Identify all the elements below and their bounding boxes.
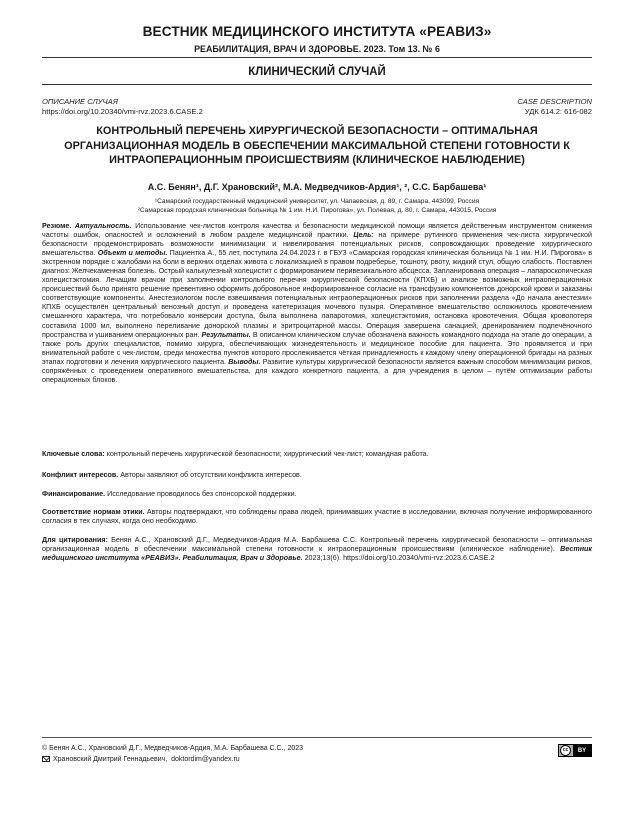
conflict-of-interest bbox=[42, 471, 592, 480]
creative-commons-icon: cc bbox=[560, 745, 571, 756]
text-methods: Пациентка А., 55 лет, поступила 24.04.2023 г. в ГБУЗ «Самарская городская клиническая больница № 1 им. Н.И. Пирогова» в экстренном порядке с жалобами на боли в верхних отделах живота с локализацией в правом подреберье, тошноту, рвоту, жидкий стул, общую слабость. Поставлен диагноз: Желчекаменная болезнь. Острый калькулезный холецистит с формированием перивезикального абсцесса. Запланирована операция – лапароскопическая холецистэктомия. Лечащим врачом при заполнении контрольного перечня хирургической безопасности (КПХБ) и анализе возможных интраоперационных происшествий было принято решение превентивно оформить добровольное информированное согласие на трансфузию компонентов донорской крови и заказаны соответствующие компоненты. Анестезиологом после взвешивания потенциальных интраоперационных рисков при заполнении раздела «До начала анестезии» КПХБ осуществлён центральный венозный доступ и проведена катетеризация мочевого пузыря. Оперативное вмешательство осложнилось кровотечением смешанного характера, что потребовало конверсии доступа, была выполнена лапаротомия, холецистэктомия, остановка кровотечения. Общая кровопотеря составила 1000 мл, выполнено переливание донорской плазмы и эритроцитарной массы. Операция завершена санацией, дренированием подпечёночного пространства и ушиванием операционных ран. bbox=[42, 249, 593, 339]
attribution-icon: BY bbox=[573, 745, 591, 756]
article-type-en: CASE DESCRIPTION bbox=[517, 97, 592, 106]
text-goal: на примере рутинного применения чек-листа хирургической безопасности продемонстрировать возможности минимизации и нивелирования потенциальных рисков, сопровождающих проведение хирургического вмешательства. bbox=[42, 231, 593, 258]
article-type-ru: ОПИСАНИЕ СЛУЧАЯ bbox=[42, 97, 118, 106]
funding-label: Финансирование. bbox=[42, 490, 106, 498]
text-conclusions: Развитие культуры хирургической безопасности является важным способом минимизации рисков, сопряжённых с проведением оперативного вмешательства, для каждого конкретного пациента, а для учреждения в целом – путём оптимизации работы операционных блоков. bbox=[42, 357, 592, 384]
affiliation-2: ²Самарская городская клиническая больница № 1 им. Н.И. Пирогова», ул. Полевая, д. 80, г. Самара, 443015, Россия bbox=[137, 207, 497, 214]
funding-text: Исследование проводилось без спонсорской поддержки. bbox=[107, 490, 297, 498]
article-doi[interactable]: https://doi.org/10.20340/vmi-rvz.2023.6.CASE.2 bbox=[42, 107, 203, 116]
ethics-text: Авторы подтверждают, что соблюдены права людей, принимавших участие в исследовании, включая получение информированного согласия в тех случаях, когда оно необходимо. bbox=[42, 508, 592, 526]
contact-email[interactable]: doktordim@yandex.ru bbox=[171, 755, 240, 763]
journal-subtitle: РЕАБИЛИТАЦИЯ, ВРАЧ И ЗДОРОВЬЕ. 2023. Том 13. № 6 bbox=[194, 43, 440, 54]
meta-right bbox=[517, 97, 592, 117]
abstract bbox=[42, 222, 592, 385]
citation-journal: Вестник медицинского института «РЕАВИЗ». Реабилитация, Врач и Здоровье. bbox=[42, 545, 592, 563]
conflict-text: Авторы заявляют об отсутствии конфликта интересов. bbox=[120, 471, 302, 479]
keywords bbox=[42, 450, 592, 459]
text-results: В описанном клиническом случае обозначена важность командного подхода на этапе до операции, а также роль других специалистов, помимо хирурга, обеспечивающих жизнедеятельность и медицинское пособие для пациента. Это проявляется и при внимательной работе с чек-листом, среди множества пунктов которого прослеживается чёткая принадлежность к каждому члену операционной бригады на разных этапах подготовки и лечения хирургического пациента. bbox=[42, 330, 593, 366]
funding bbox=[42, 490, 592, 499]
cc-by-license-badge[interactable] bbox=[558, 744, 592, 757]
ethics-label: Соответствие нормам этики. bbox=[42, 508, 145, 516]
affiliation-1: ¹Самарский государственный медицинский университет, ул. Чапаевская, д. 89, г. Самара, 443099, Россия bbox=[154, 198, 480, 205]
citation-text: Бенян А.С., Храновский Д.Г., Медведчиков-Ардия М.А. Барбашева С.С. Контрольный перечень хирургической безопасности – оптимальная организационная модель в обеспечении максимальной степени готовности к интраоперационным происшествиям (клиническое наблюдение). bbox=[42, 536, 593, 554]
citation-label: Для цитирования: bbox=[42, 536, 108, 544]
abstract-label: Резюме. bbox=[42, 222, 72, 230]
conflict-label: Конфликт интересов. bbox=[42, 471, 119, 479]
header-rule-bottom bbox=[42, 84, 592, 85]
copyright: © Бенян А.С., Храновский Д.Г., Медведчиков-Ардия, М.А. Барбашева С.С., 2023 bbox=[42, 745, 304, 752]
header-rule-top bbox=[42, 57, 592, 58]
article-title: КОНТРОЛЬНЫЙ ПЕРЕЧЕНЬ ХИРУРГИЧЕСКОЙ БЕЗОПАСНОСТИ – ОПТИМАЛЬНАЯ ОРГАНИЗАЦИОННАЯ МОДЕЛЬ В ОБЕСПЕЧЕНИИ МАКСИМАЛЬНОЙ СТЕПЕНИ ГОТОВНОСТИ К ИНТРАОПЕРАЦИОННЫМ ПРОИСШЕСТВИЯМ (КЛИНИЧЕСКОЕ НАБЛЮДЕНИЕ) bbox=[64, 125, 570, 166]
text-relevance: Использование чек-листов контроля качества и безопасности медицинской помощи является действенным инструментом снижения частоты ошибок, опасностей и осложнений в любом разделе медицинской практики. bbox=[42, 222, 593, 240]
heading-conclusions: Выводы. bbox=[228, 357, 261, 366]
keywords-label: Ключевые слова: bbox=[42, 450, 105, 458]
heading-results: Результаты. bbox=[201, 330, 251, 339]
envelope-icon bbox=[42, 756, 50, 762]
citation-doi[interactable]: https://doi.org/10.20340/vmi-rvz.2023.6.CASE.2 bbox=[343, 554, 495, 563]
authors: А.С. Бенян¹, Д.Г. Храновский², М.А. Медведчиков-Ардия¹, ², С.С. Барбашева¹ bbox=[147, 182, 487, 192]
heading-goal: Цель: bbox=[353, 231, 374, 240]
keywords-text: контрольный перечень хирургической безопасности; хирургический чек-лист; командная работа. bbox=[106, 450, 429, 458]
citation bbox=[42, 536, 592, 563]
section-label: КЛИНИЧЕСКИЙ СЛУЧАЙ bbox=[248, 64, 386, 78]
meta-left bbox=[42, 97, 203, 117]
udc-code: УДК 614.2: 616-082 bbox=[524, 107, 592, 116]
heading-relevance: Актуальность. bbox=[74, 222, 132, 230]
ethics bbox=[42, 508, 592, 526]
footer bbox=[42, 744, 303, 765]
contact-name: Храновский Дмитрий Геннадьевич, bbox=[53, 755, 168, 763]
heading-methods: Объект и методы. bbox=[97, 249, 168, 258]
journal-title: ВЕСТНИК МЕДИЦИНСКОГО ИНСТИТУТА «РЕАВИЗ» bbox=[142, 24, 492, 40]
citation-issue: 2023;13(6). bbox=[304, 554, 342, 563]
contact bbox=[42, 755, 303, 766]
footer-rule bbox=[42, 737, 592, 738]
